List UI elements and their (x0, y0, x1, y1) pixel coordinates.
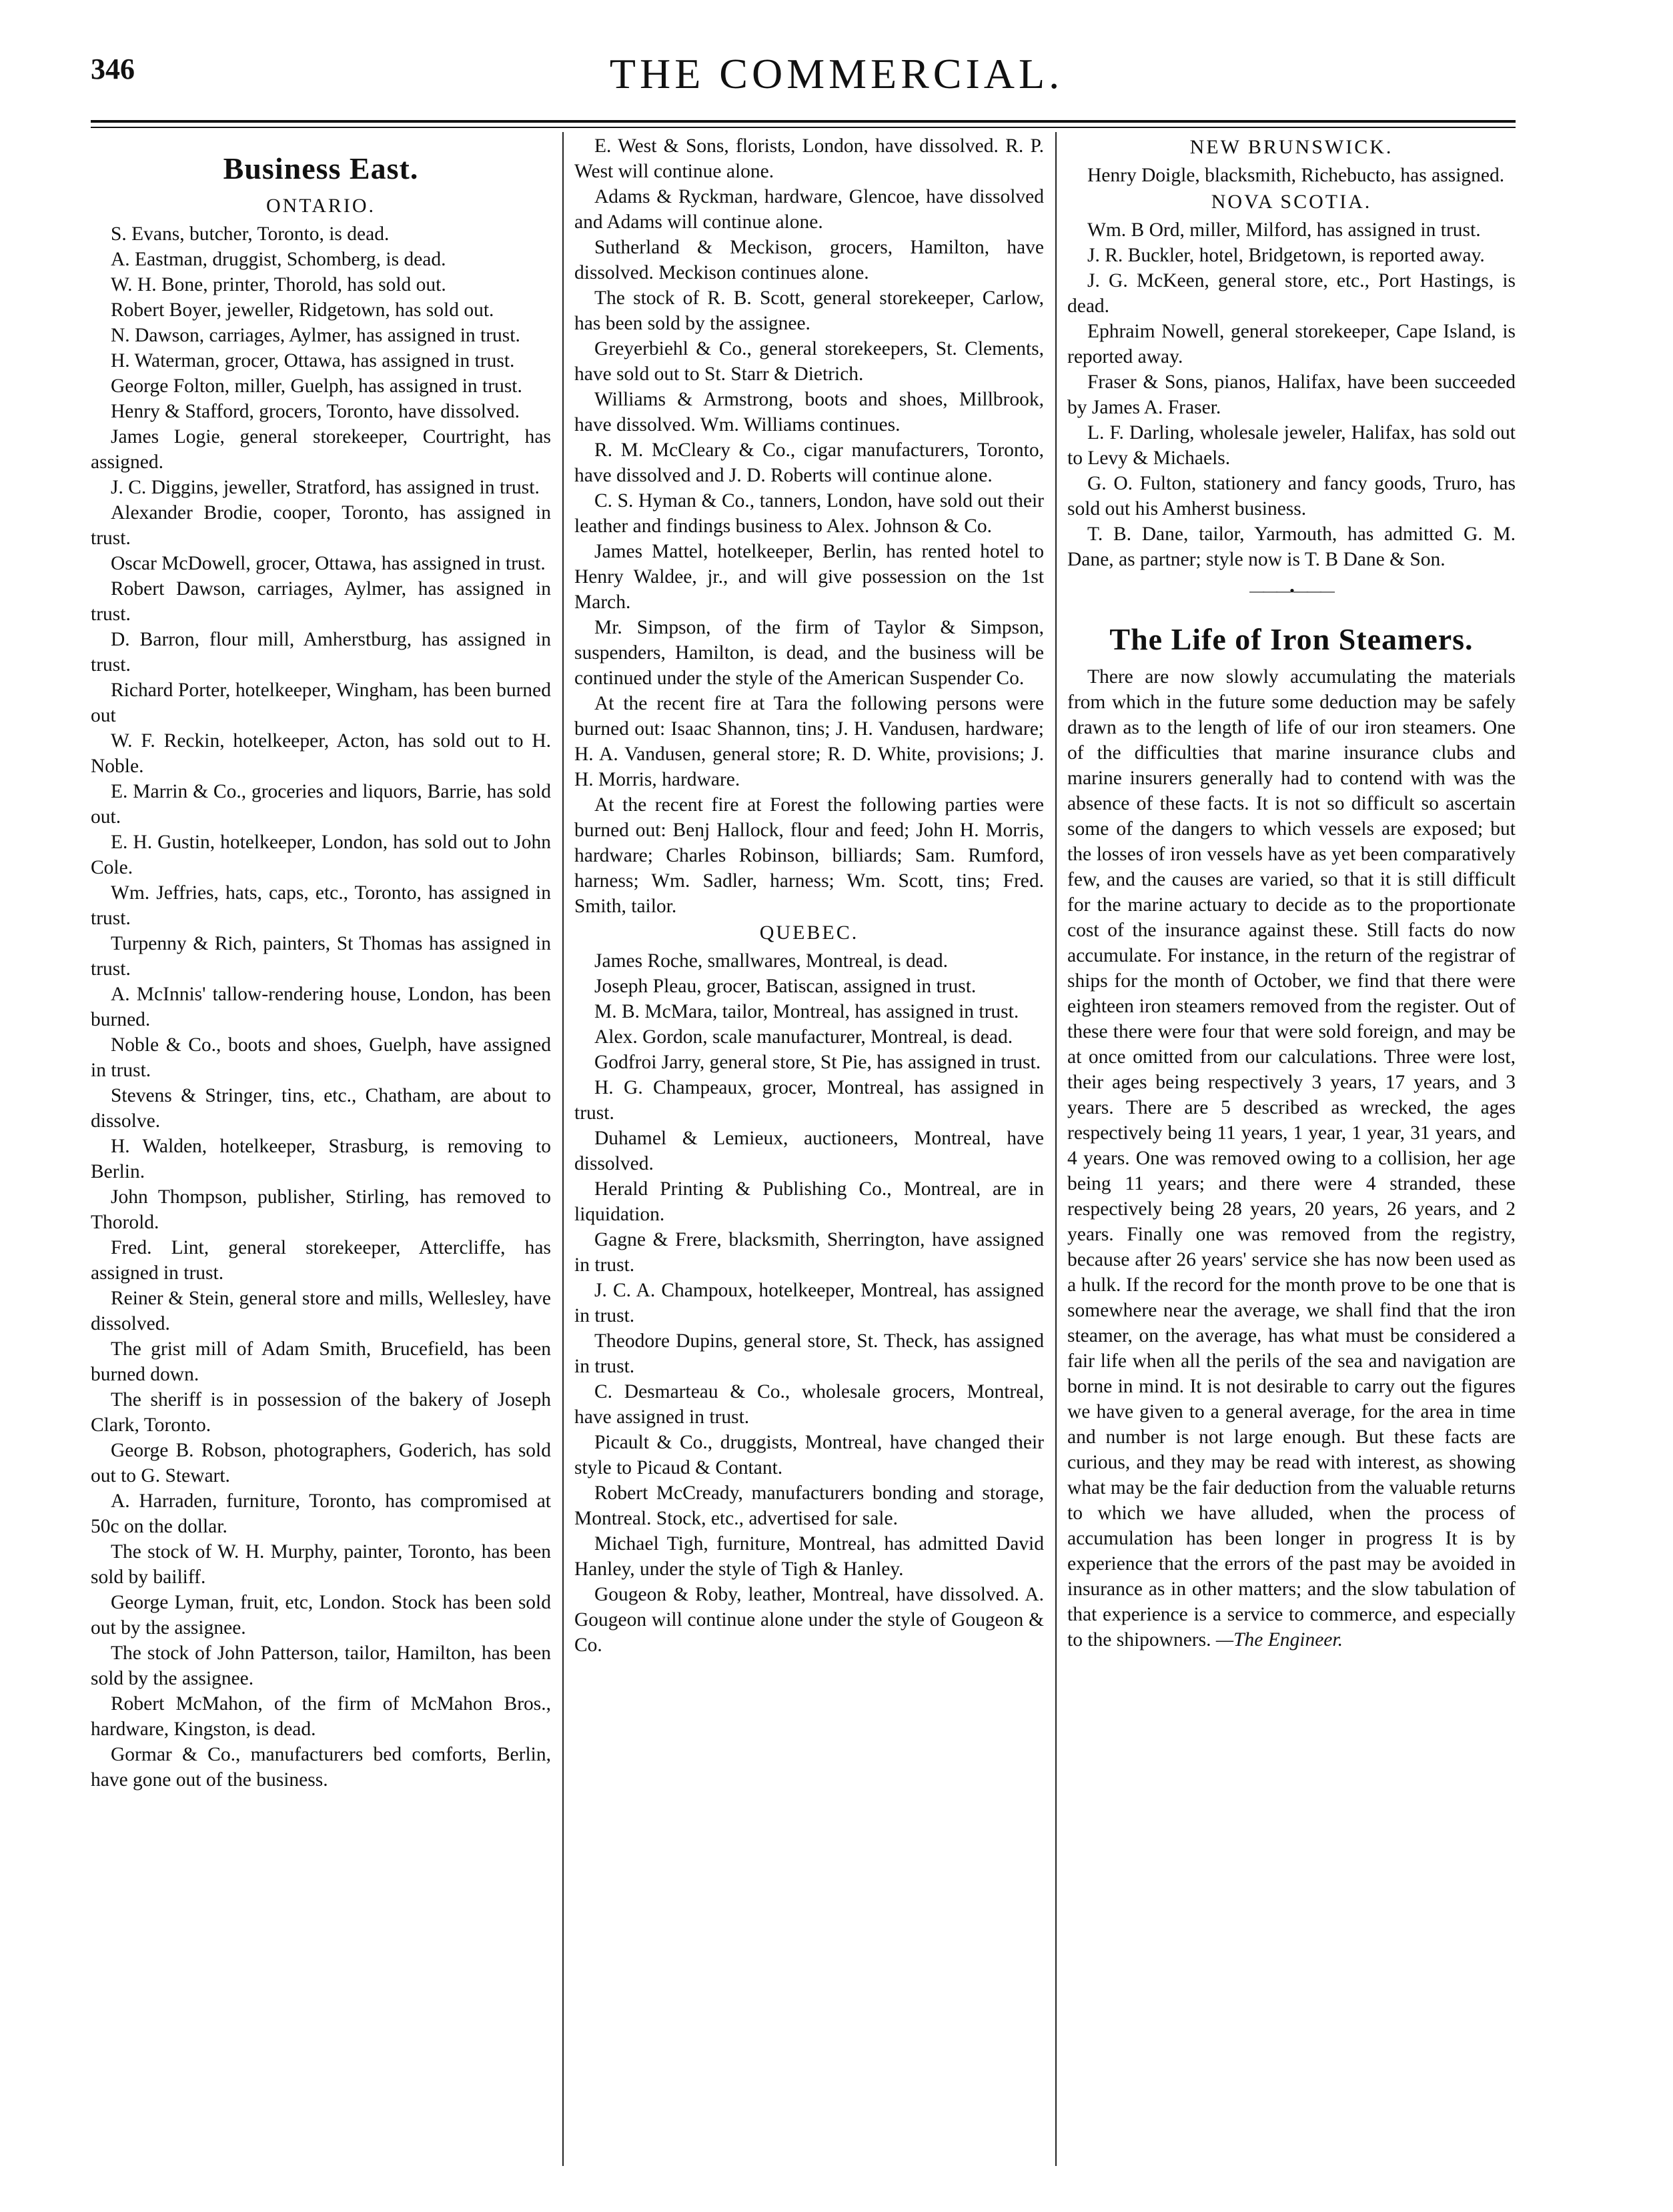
section-heading: Business East. (223, 151, 419, 185)
notice-item: George B. Robson, photographers, Goderich, has sold out to G. Stewart. (91, 1440, 551, 1486)
notice-item: Henry & Stafford, grocers, Toronto, have dissolved. (111, 401, 520, 422)
notice-item: Herald Printing & Publishing Co., Montreal, are in liquidation. (574, 1178, 1044, 1225)
notice-item: Robert McCready, manufacturers bonding and storage, Montreal. Stock, etc., advertised for sale. (574, 1482, 1044, 1529)
notice-item: Fraser & Sons, pianos, Halifax, have been succeeded by James A. Fraser. (1067, 371, 1516, 418)
notice-item: L. F. Darling, wholesale jeweler, Halifax, has sold out to Levy & Michaels. (1067, 422, 1516, 469)
notice-item: At the recent fire at Forest the following parties were burned out: Benj Hallock, flour and feed; John H. Morris, hardware; Charles Robinson, billiards; Sam. Rumford, harness; Wm. Sadler, harness; Wm. Scott, tins; Fred. Smith, tailor. (574, 794, 1044, 917)
notice-item: Picault & Co., druggists, Montreal, have changed their style to Picaud & Contant. (574, 1432, 1044, 1478)
notice-item: Sutherland & Meckison, grocers, Hamilton, have dissolved. Meckison continues alone. (574, 237, 1044, 283)
notice-item: Robert McMahon, of the firm of McMahon Bros., hardware, Kingston, is dead. (91, 1693, 551, 1740)
notice-item: C. Desmarteau & Co., wholesale grocers, Montreal, have assigned in trust. (574, 1381, 1044, 1428)
notice-item: Gormar & Co., manufacturers bed comforts, Berlin, have gone out of the business. (91, 1744, 551, 1791)
notice-item: George Folton, miller, Guelph, has assigned in trust. (111, 375, 522, 397)
notice-item: Wm. B Ord, miller, Milford, has assigned in trust. (1087, 219, 1481, 241)
province-heading-new-brunswick: NEW BRUNSWICK. (1189, 136, 1393, 158)
notice-item: Robert Boyer, jeweller, Ridgetown, has sold out. (111, 299, 494, 321)
notice-item: George Lyman, fruit, etc, London. Stock has been sold out by the assignee. (91, 1592, 551, 1638)
notice-item: John Thompson, publisher, Stirling, has removed to Thorold. (91, 1186, 551, 1233)
notice-item: Oscar McDowell, grocer, Ottawa, has assigned in trust. (111, 553, 546, 574)
header-rule (91, 120, 1516, 123)
notice-item: Wm. Jeffries, hats, caps, etc., Toronto, has assigned in trust. (91, 882, 551, 929)
notice-item: James Roche, smallwares, Montreal, is dead. (594, 950, 949, 972)
notice-item: At the recent fire at Tara the following persons were burned out: Isaac Shannon, tins; J. H. Vandusen, hardware; H. A. Vandusen, general store; R. D. White, provisions; J. H. Morris, hardware. (574, 693, 1044, 790)
notice-item: Ephraim Nowell, general storekeeper, Cape Island, is reported away. (1067, 321, 1516, 367)
notice-item: Duhamel & Lemieux, auctioneers, Montreal, have dissolved. (574, 1128, 1044, 1174)
page-number: 346 (91, 53, 135, 85)
notice-item: The stock of John Patterson, tailor, Hamilton, has been sold by the assignee. (91, 1642, 551, 1689)
notice-item: M. B. McMara, tailor, Montreal, has assigned in trust. (594, 1001, 1019, 1022)
article-source: —The Engineer. (1215, 1629, 1343, 1650)
column-3 (1067, 133, 1516, 1652)
notice-item: Reiner & Stein, general store and mills, Wellesley, have dissolved. (91, 1288, 551, 1334)
notice-item: A. Eastman, druggist, Schomberg, is dead. (111, 249, 446, 270)
notice-item: The stock of R. B. Scott, general storekeeper, Carlow, has been sold by the assignee. (574, 287, 1044, 334)
notice-item: H. Waterman, grocer, Ottawa, has assigned in trust. (111, 350, 515, 371)
notice-item: J. C. A. Champoux, hotelkeeper, Montreal, has assigned in trust. (574, 1280, 1044, 1326)
notice-item: E. Marrin & Co., groceries and liquors, Barrie, has sold out. (91, 781, 551, 828)
notice-item: J. C. Diggins, jeweller, Stratford, has assigned in trust. (111, 477, 540, 498)
notice-item: E. H. Gustin, hotelkeeper, London, has sold out to John Cole. (91, 832, 551, 878)
notice-item: Theodore Dupins, general store, St. Theck, has assigned in trust. (574, 1330, 1044, 1377)
notice-item: Noble & Co., boots and shoes, Guelph, have assigned in trust. (91, 1034, 551, 1081)
notice-list (1067, 217, 1516, 572)
header-rule-thin (91, 127, 1516, 128)
notice-item: N. Dawson, carriages, Aylmer, has assigned in trust. (111, 325, 520, 346)
notice-item: Fred. Lint, general storekeeper, Attercliffe, has assigned in trust. (91, 1237, 551, 1284)
notice-item: Henry Doigle, blacksmith, Richebucto, has assigned. (1087, 165, 1505, 186)
notice-item: Gougeon & Roby, leather, Montreal, have dissolved. A. Gougeon will continue alone under the style of Gougeon & Co. (574, 1584, 1044, 1656)
notice-item: D. Barron, flour mill, Amherstburg, has assigned in trust. (91, 629, 551, 676)
notice-item: J. G. McKeen, general store, etc., Port Hastings, is dead. (1067, 270, 1516, 317)
province-heading-ontario: ONTARIO. (265, 195, 376, 217)
masthead-title: THE COMMERCIAL. (609, 50, 1064, 97)
notice-item: J. R. Buckler, hotel, Bridgetown, is reported away. (1087, 245, 1485, 266)
notice-item: The sheriff is in possession of the bakery of Joseph Clark, Toronto. (91, 1389, 551, 1436)
notice-item: S. Evans, butcher, Toronto, is dead. (111, 223, 390, 245)
province-heading-quebec: QUEBEC. (759, 922, 859, 944)
notice-item: Michael Tigh, furniture, Montreal, has admitted David Hanley, under the style of Tigh & Hanley. (574, 1533, 1044, 1580)
notice-item: R. M. McCleary & Co., cigar manufacturers, Toronto, have dissolved and J. D. Roberts will continue alone. (574, 439, 1044, 486)
notice-item: Gagne & Frere, blacksmith, Sherrington, have assigned in trust. (574, 1229, 1044, 1276)
notice-item: G. O. Fulton, stationery and fancy goods, Truro, has sold out his Amherst business. (1067, 473, 1516, 519)
notice-item: Godfroi Jarry, general store, St Pie, has assigned in trust. (594, 1052, 1041, 1073)
notice-item: Alexander Brodie, cooper, Toronto, has assigned in trust. (91, 502, 551, 549)
notice-item: Stevens & Stringer, tins, etc., Chatham, are about to dissolve. (91, 1085, 551, 1132)
province-heading-nova-scotia: NOVA SCOTIA. (1211, 191, 1372, 213)
notice-item: Greyerbiehl & Co., general storekeepers, St. Clements, have sold out to St. Starr & Dietrich. (574, 338, 1044, 385)
notice-list (1067, 163, 1516, 188)
notice-item: W. H. Bone, printer, Thorold, has sold out. (111, 274, 446, 295)
notice-item: James Logie, general storekeeper, Courtright, has assigned. (91, 426, 551, 473)
notice-list (574, 133, 1044, 919)
column-2 (574, 133, 1044, 1658)
column-divider (562, 132, 564, 2166)
notice-item: W. F. Reckin, hotelkeeper, Acton, has sold out to H. Noble. (91, 730, 551, 777)
notice-item: Adams & Ryckman, hardware, Glencoe, have dissolved and Adams will continue alone. (574, 186, 1044, 233)
notice-item: Turpenny & Rich, painters, St Thomas has assigned in trust. (91, 933, 551, 980)
article-body: There are now slowly accumulating the materials from which in the future some deduction may be safely drawn as to the length of life of our iron steamers. One of the difficulties that marine insurance clubs and marine insurers generally had to contend with was the absence of these facts. It is not so difficult so ascertain some of the dangers to which vessels are exposed; but the losses of iron vessels have as yet been comparatively few, and the causes are varied, so that it is still difficult for the marine actuary to decide as to the proportionate cost of the insurance against these. Still facts do now accumulate. For instance, in the return of the registrar of ships for the month of October, we find that there were eighteen iron steamers removed from the register. Out of these there were four that were sold foreign, and may be at once omitted from our calculations. Three were lost, their ages being respectively 3 years, 17 years, and 3 years. There are 5 described as wrecked, the ages respectively being 11 years, 1 year, 1 year, 31 years, and 4 years. One was removed owing to a collision, her age being 11 years; and there were 4 stranded, these respectively being 28 years, 20 years, 26 years, and 2 years. Finally one was removed from the registry, because after 26 years' service she has now been used as a hulk. If the record for the month prove to be one that is somewhere near the average, we shall find that the iron steamer, on the average, has what must be considered a fair life when all the perils of the sea and navigation are borne in mind. It is not desirable to carry out the figures we have given to a general average, for the area in time and number is not large enough. But these facts are curious, and they may be read with interest, as showing what may be the fair deduction from the valuable returns to which we have alluded, when the process of accumulation has been longer in progress It is by experience that the errors of the past may be avoided in insurance as in other matters; and the slow tabulation of that experience is a service to commerce, and especially to the shipowners. —The Engineer. (1067, 666, 1516, 1650)
notice-list (574, 948, 1044, 1658)
section-divider: ———•——— (1249, 582, 1333, 599)
notice-item: H. Walden, hotelkeeper, Strasburg, is removing to Berlin. (91, 1136, 551, 1182)
notice-item: A. McInnis' tallow-rendering house, London, has been burned. (91, 984, 551, 1030)
notice-item: C. S. Hyman & Co., tanners, London, have sold out their leather and findings business to Alex. Johnson & Co. (574, 490, 1044, 537)
article-heading: The Life of Iron Steamers. (1109, 622, 1474, 656)
notice-item: Mr. Simpson, of the firm of Taylor & Simpson, suspenders, Hamilton, is dead, and the business will be continued under the style of the American Suspender Co. (574, 617, 1044, 689)
notice-item: Williams & Armstrong, boots and shoes, Millbrook, have dissolved. Wm. Williams continues. (574, 389, 1044, 435)
notice-list (91, 221, 551, 1793)
notice-item: Richard Porter, hotelkeeper, Wingham, has been burned out (91, 680, 551, 726)
notice-item: E. West & Sons, florists, London, have dissolved. R. P. West will continue alone. (574, 135, 1044, 182)
notice-item: T. B. Dane, tailor, Yarmouth, has admitted G. M. Dane, as partner; style now is T. B Dane & Son. (1067, 523, 1516, 570)
notice-item: The stock of W. H. Murphy, painter, Toronto, has been sold by bailiff. (91, 1541, 551, 1588)
notice-item: H. G. Champeaux, grocer, Montreal, has assigned in trust. (574, 1077, 1044, 1124)
column-1 (91, 133, 551, 1793)
notice-item: Alex. Gordon, scale manufacturer, Montreal, is dead. (594, 1026, 1013, 1048)
notice-item: A. Harraden, furniture, Toronto, has compromised at 50c on the dollar. (91, 1490, 551, 1537)
column-divider (1055, 132, 1057, 2166)
notice-item: James Mattel, hotelkeeper, Berlin, has rented hotel to Henry Waldee, jr., and will give possession on the 1st March. (574, 541, 1044, 613)
notice-item: Robert Dawson, carriages, Aylmer, has assigned in trust. (91, 578, 551, 625)
notice-item: Joseph Pleau, grocer, Batiscan, assigned in trust. (594, 976, 977, 997)
notice-item: The grist mill of Adam Smith, Brucefield, has been burned down. (91, 1338, 551, 1385)
